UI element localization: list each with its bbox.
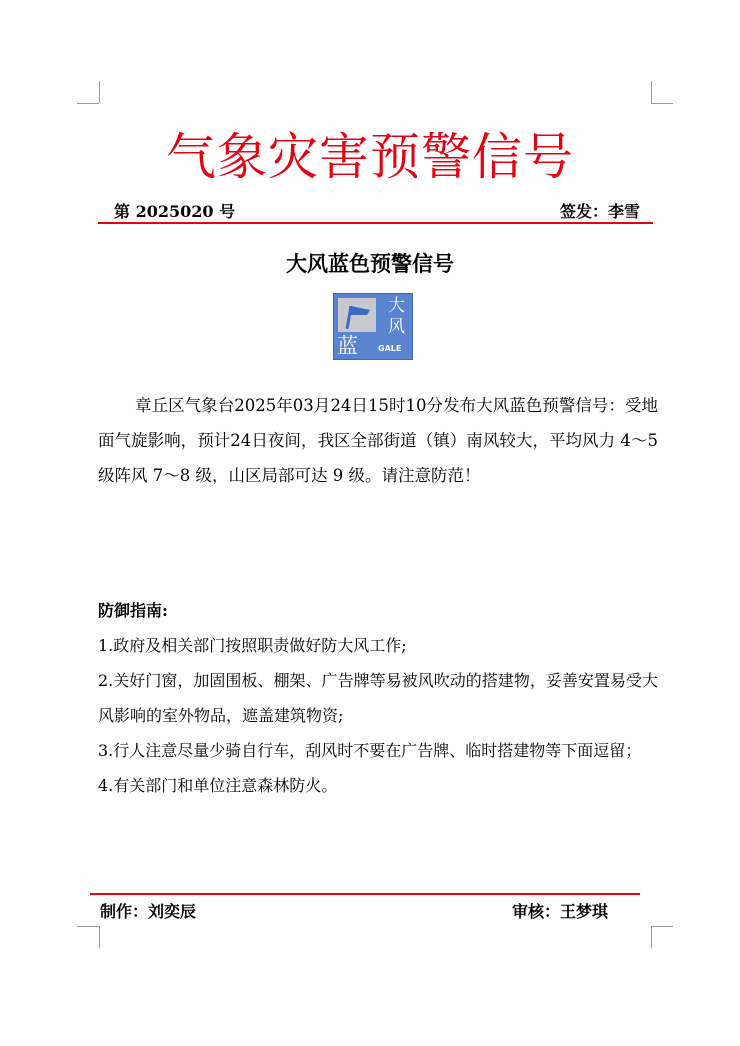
flag-icon	[338, 298, 376, 332]
guidance-item: 1.政府及相关部门按照职责做好防大风工作;	[98, 636, 407, 655]
crop-mark	[99, 926, 100, 948]
warning-text: 章丘区气象台2025年03月24日15时10分发布大风蓝色预警信号：受地面气旋影响，预计24日夜间，我区全部街道（镇）南风较大，平均风力 4～5 级阵风 7～8 级，山区局部可达 9 级。请注意防范！	[98, 396, 658, 485]
guidance-item: 4.有关部门和单位注意森林防火。	[98, 776, 338, 795]
crop-mark	[651, 81, 652, 103]
gale-blue-signal-badge	[333, 293, 413, 360]
crop-mark	[651, 926, 652, 948]
crop-mark	[77, 926, 99, 927]
producer: 制作：刘奕辰	[100, 902, 197, 921]
guidance-list	[98, 628, 658, 803]
issue-number: 第 2025020 号	[114, 202, 236, 221]
signer: 签发：李雪	[559, 202, 640, 221]
badge-char-top: 大	[388, 296, 405, 316]
signal-title: 大风蓝色预警信号	[286, 251, 454, 276]
crop-mark	[651, 926, 673, 927]
page-title: 气象灾害预警信号	[166, 128, 574, 186]
badge-english: GALE	[378, 344, 402, 353]
guidance-heading: 防御指南:	[98, 601, 168, 620]
badge-color-char: 蓝	[337, 334, 358, 358]
guidance-item: 3.行人注意尽量少骑自行车，刮风时不要在广告牌、临时搭建物等下面逗留；	[98, 741, 642, 760]
crop-mark	[99, 81, 100, 103]
footer-rule	[90, 893, 640, 895]
badge-char-bottom: 风	[388, 317, 405, 337]
crop-mark	[651, 103, 673, 104]
reviewer: 审核：王梦琪	[512, 902, 609, 921]
warning-paragraph	[98, 388, 658, 493]
header-rule	[98, 222, 653, 224]
crop-mark	[77, 103, 99, 104]
guidance-item: 2.关好门窗，加固围板、棚架、广告牌等易被风吹动的搭建物，妥善安置易受大风影响的室外物品，遮盖建筑物资;	[98, 671, 658, 725]
